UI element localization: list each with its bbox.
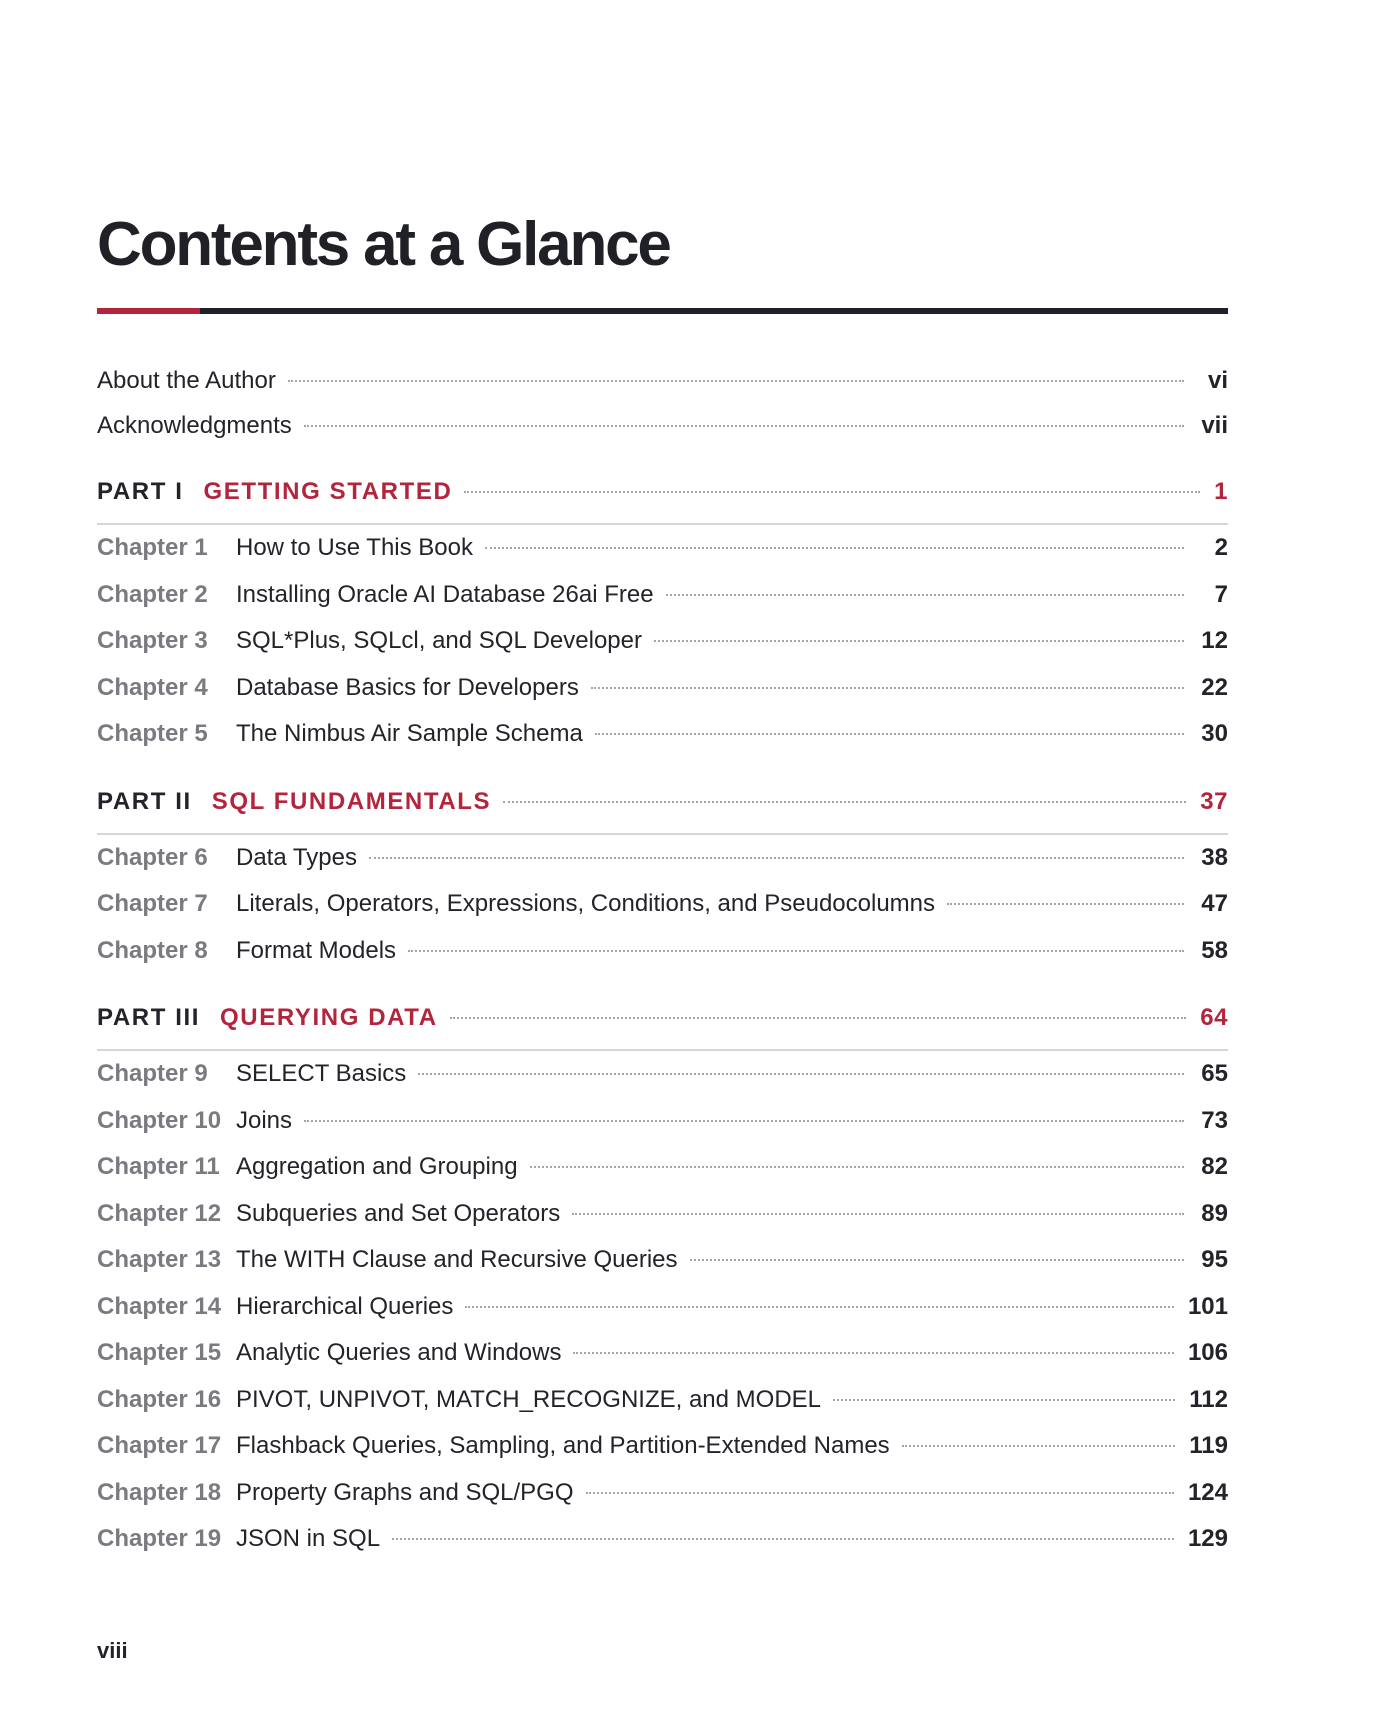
chapter-title: How to Use This Book bbox=[236, 534, 473, 561]
toc-entry-title: About the Author bbox=[97, 367, 276, 394]
chapter-entry[interactable] bbox=[97, 1246, 1228, 1293]
chapter-number: Chapter 19 bbox=[97, 1525, 222, 1552]
chapter-entry[interactable] bbox=[97, 627, 1228, 674]
chapter-title: Aggregation and Grouping bbox=[236, 1153, 518, 1180]
front-matter-list bbox=[97, 367, 1228, 457]
part-page: 37 bbox=[1200, 787, 1228, 815]
chapter-entry[interactable] bbox=[97, 1386, 1228, 1433]
part-number: PART III bbox=[97, 1004, 201, 1031]
chapter-page: 95 bbox=[1201, 1246, 1228, 1273]
chapter-entry[interactable] bbox=[97, 720, 1228, 767]
dot-leader bbox=[304, 1120, 1184, 1122]
chapter-number: Chapter 14 bbox=[97, 1292, 222, 1320]
chapter-title: Installing Oracle AI Database 26ai Free bbox=[236, 580, 654, 608]
chapter-number: Chapter 3 bbox=[97, 627, 208, 654]
title-rule bbox=[97, 308, 1228, 314]
chapter-number: Chapter 18 bbox=[97, 1478, 222, 1506]
chapter-title: Subqueries and Set Operators bbox=[236, 1199, 561, 1227]
chapter-page: 129 bbox=[1187, 1525, 1228, 1552]
chapter-entry[interactable] bbox=[97, 1432, 1228, 1479]
dot-leader bbox=[586, 1492, 1174, 1494]
chapter-number: Chapter 4 bbox=[97, 673, 208, 701]
chapter-page: 22 bbox=[1201, 673, 1228, 701]
dot-leader bbox=[572, 1213, 1184, 1215]
dot-leader bbox=[304, 425, 1184, 427]
chapter-entry[interactable] bbox=[97, 844, 1228, 891]
dot-leader bbox=[591, 687, 1184, 689]
dot-leader bbox=[450, 1017, 1187, 1019]
chapter-page: 12 bbox=[1201, 627, 1228, 654]
chapter-title: JSON in SQL bbox=[236, 1525, 381, 1552]
chapter-page: 38 bbox=[1201, 843, 1228, 871]
chapter-entry[interactable] bbox=[97, 1293, 1228, 1340]
chapter-entry[interactable] bbox=[97, 534, 1228, 581]
chapter-title: PIVOT, UNPIVOT, MATCH_RECOGNIZE, and MODEL bbox=[236, 1385, 821, 1413]
chapter-page: 7 bbox=[1214, 580, 1228, 608]
chapter-entry[interactable] bbox=[97, 1153, 1228, 1200]
contents-page bbox=[97, 205, 1228, 1572]
toc-entry-about-author[interactable] bbox=[97, 367, 1228, 412]
chapter-title: Joins bbox=[236, 1106, 293, 1134]
part-heading[interactable] bbox=[97, 788, 1228, 835]
chapter-page: 124 bbox=[1187, 1478, 1228, 1506]
chapter-entry[interactable] bbox=[97, 1200, 1228, 1247]
chapter-page: 30 bbox=[1201, 720, 1228, 747]
chapter-entry[interactable] bbox=[97, 581, 1228, 628]
chapter-entry[interactable] bbox=[97, 1339, 1228, 1386]
chapter-number: Chapter 8 bbox=[97, 936, 208, 964]
dot-leader bbox=[833, 1399, 1175, 1401]
chapter-entry[interactable] bbox=[97, 1060, 1228, 1107]
chapter-title: Hierarchical Queries bbox=[236, 1292, 454, 1320]
page-folio: viii bbox=[97, 1638, 128, 1663]
chapter-page: 112 bbox=[1189, 1385, 1228, 1413]
chapter-title: Analytic Queries and Windows bbox=[236, 1339, 562, 1366]
part-page: 64 bbox=[1200, 1004, 1228, 1031]
part-title: GETTING STARTED bbox=[203, 478, 453, 505]
chapter-number: Chapter 13 bbox=[97, 1246, 222, 1273]
part-title: QUERYING DATA bbox=[220, 1004, 438, 1031]
dot-leader bbox=[573, 1352, 1173, 1354]
chapter-number: Chapter 7 bbox=[97, 890, 208, 917]
part-number: PART I bbox=[97, 478, 184, 505]
chapter-page: 47 bbox=[1201, 890, 1228, 917]
chapter-title: Flashback Queries, Sampling, and Partition-Extended Names bbox=[236, 1432, 890, 1459]
chapter-page: 73 bbox=[1201, 1106, 1228, 1134]
dot-leader bbox=[595, 733, 1184, 735]
chapter-page: 65 bbox=[1201, 1060, 1228, 1087]
dot-leader bbox=[654, 640, 1184, 642]
dot-leader bbox=[465, 1306, 1174, 1308]
chapter-title: SELECT Basics bbox=[236, 1060, 407, 1087]
chapter-number: Chapter 12 bbox=[97, 1199, 222, 1227]
part-section bbox=[97, 1004, 1228, 1572]
chapter-entry[interactable] bbox=[97, 674, 1228, 721]
dot-leader bbox=[288, 380, 1184, 382]
chapter-page: 101 bbox=[1187, 1292, 1228, 1320]
part-section bbox=[97, 788, 1228, 984]
toc-entry-page: vii bbox=[1201, 412, 1228, 439]
chapter-entry[interactable] bbox=[97, 937, 1228, 984]
chapter-list bbox=[97, 1060, 1228, 1572]
chapter-entry[interactable] bbox=[97, 1525, 1228, 1572]
chapter-number: Chapter 6 bbox=[97, 843, 208, 871]
chapter-title: Property Graphs and SQL/PGQ bbox=[236, 1478, 574, 1506]
chapter-page: 82 bbox=[1201, 1153, 1228, 1180]
dot-leader bbox=[947, 903, 1184, 905]
chapter-title: The WITH Clause and Recursive Queries bbox=[236, 1246, 678, 1273]
title-rule-accent bbox=[97, 308, 200, 314]
dot-leader bbox=[408, 950, 1184, 952]
dot-leader bbox=[530, 1166, 1184, 1168]
chapter-list bbox=[97, 844, 1228, 984]
chapter-number: Chapter 1 bbox=[97, 534, 208, 561]
chapter-title: Database Basics for Developers bbox=[236, 673, 579, 701]
part-section bbox=[97, 478, 1228, 767]
chapter-entry[interactable] bbox=[97, 890, 1228, 937]
chapter-page: 2 bbox=[1214, 534, 1228, 561]
chapter-number: Chapter 10 bbox=[97, 1106, 222, 1134]
dot-leader bbox=[485, 547, 1184, 549]
chapter-number: Chapter 15 bbox=[97, 1339, 222, 1366]
part-heading[interactable] bbox=[97, 1004, 1228, 1051]
chapter-list bbox=[97, 534, 1228, 767]
part-title: SQL FUNDAMENTALS bbox=[211, 787, 492, 815]
chapter-title: Format Models bbox=[236, 936, 397, 964]
chapter-page: 106 bbox=[1187, 1339, 1228, 1366]
chapter-entry[interactable] bbox=[97, 1107, 1228, 1154]
chapter-number: Chapter 9 bbox=[97, 1060, 208, 1087]
chapter-title: The Nimbus Air Sample Schema bbox=[236, 720, 583, 747]
toc-entry-title: Acknowledgments bbox=[97, 412, 292, 439]
dot-leader bbox=[418, 1073, 1184, 1075]
chapter-number: Chapter 5 bbox=[97, 720, 208, 747]
chapter-number: Chapter 11 bbox=[97, 1153, 220, 1180]
page-title: Contents at a Glance bbox=[97, 210, 670, 279]
chapter-page: 89 bbox=[1201, 1199, 1228, 1227]
chapter-entry[interactable] bbox=[97, 1479, 1228, 1526]
chapter-title: Data Types bbox=[236, 843, 357, 871]
part-page: 1 bbox=[1214, 478, 1228, 505]
dot-leader bbox=[392, 1538, 1174, 1540]
dot-leader bbox=[666, 594, 1184, 596]
chapter-title: Literals, Operators, Expressions, Conditions, and Pseudocolumns bbox=[236, 890, 936, 917]
chapter-page: 58 bbox=[1201, 936, 1228, 964]
toc-entry-acknowledgments[interactable] bbox=[97, 412, 1228, 457]
chapter-title: SQL*Plus, SQLcl, and SQL Developer bbox=[236, 627, 642, 654]
chapter-number: Chapter 16 bbox=[97, 1385, 222, 1413]
dot-leader bbox=[503, 801, 1186, 803]
part-number: PART II bbox=[97, 787, 192, 815]
chapter-page: 119 bbox=[1189, 1432, 1228, 1459]
parts-list bbox=[97, 478, 1228, 1572]
dot-leader bbox=[902, 1445, 1176, 1447]
part-heading[interactable] bbox=[97, 478, 1228, 525]
dot-leader bbox=[690, 1259, 1185, 1261]
chapter-number: Chapter 17 bbox=[97, 1432, 222, 1459]
chapter-number: Chapter 2 bbox=[97, 580, 208, 608]
toc-entry-page: vi bbox=[1207, 367, 1228, 394]
dot-leader bbox=[369, 857, 1184, 859]
dot-leader bbox=[464, 491, 1200, 493]
